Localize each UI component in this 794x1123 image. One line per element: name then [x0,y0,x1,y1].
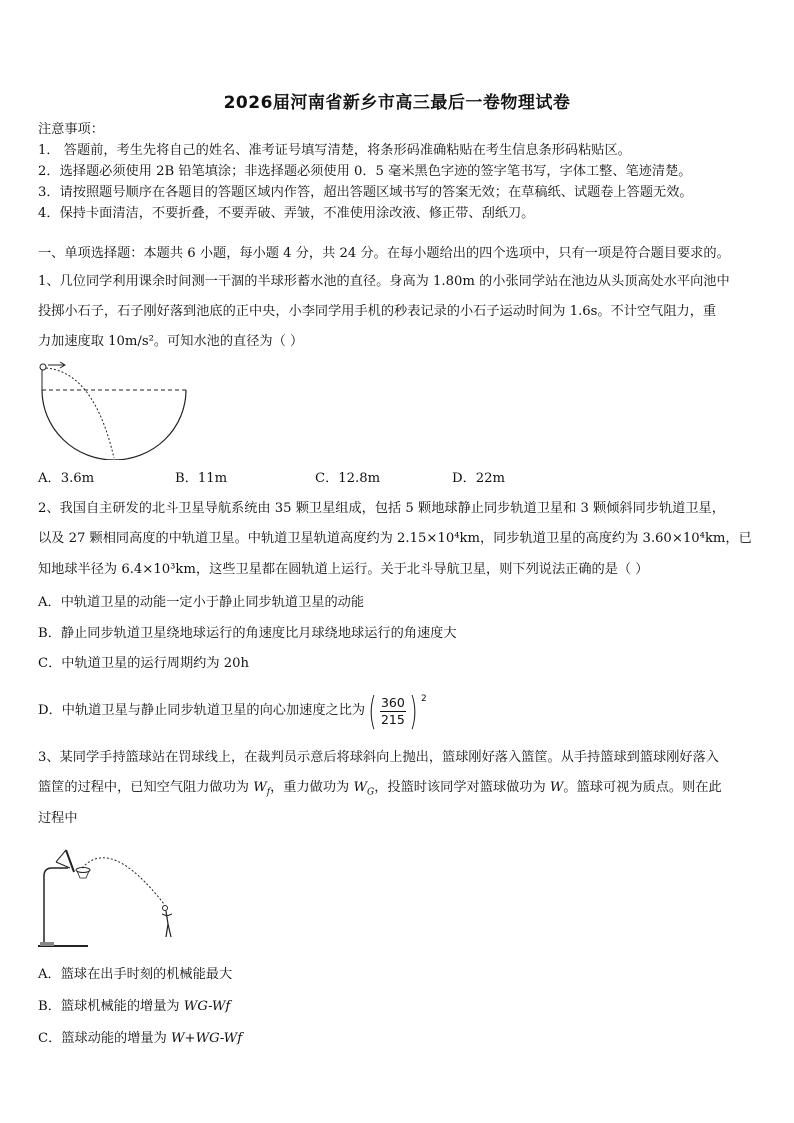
q1-line-3: 力加速度取 10m/s²。可知水池的直径为（ ） [38,334,304,349]
symbol-w-g: $W_G$ [353,780,375,798]
symbol-w: W [549,780,564,795]
q2-option-d-text: D．中轨道卫星与静止同步轨道卫星的向心加速度之比为 [38,703,366,718]
q2-option-a[interactable]: A．中轨道卫星的动能一定小于静止同步轨道卫星的动能 [38,595,365,610]
q1-hemisphere-figure [34,360,194,460]
q3-line-1: 3、某同学手持篮球站在罚球线上，在裁判员示意后将球斜向上抛出，篮球刚好落入篮筐。从手持篮球到篮球刚好落入 [38,750,719,765]
fraction-numerator: 360 [380,694,405,710]
q3-line-2: 篮筐的过程中，已知空气阻力做功为 $W_f$，重力做功为 $W_G$，投篮时该同学对篮球做功为 W。篮球可视为质点。则在此 [38,780,722,798]
q2-option-b[interactable]: B．静止同步轨道卫星绕地球运行的角速度比月球绕地球运行的角速度大 [38,626,457,641]
notice-item-2: 2．选择题必须使用 2B 铅笔填涂；非选择题必须使用 0．5 毫米黑色字迹的签字笔书写，字体工整、笔迹清楚。 [38,164,692,179]
q1-options [38,467,758,485]
page-title: 2026届河南省新乡市高三最后一卷物理试卷 [223,93,571,113]
q1-option-b[interactable]: B．11m [175,471,228,486]
q3-option-c-expression: W+WG-Wf [170,1031,243,1046]
q2-line-3: 知地球半径为 6.4×10³km，这些卫星都在圆轨道上运行。关于北斗导航卫星，则下列说法正确的是（ ） [38,562,649,577]
q1-option-a[interactable]: A．3.6m [38,471,95,486]
q1-option-d[interactable]: D．22m [452,471,506,486]
q1-option-c[interactable]: C．12.8m [315,471,381,486]
q3-option-a[interactable]: A．篮球在出手时刻的机械能最大 [38,967,233,982]
notice-item-1: 1． 答题前，考生先将自己的姓名、准考证号填写清楚，将条形码准确粘贴在考生信息条形码粘贴区。 [38,143,631,158]
q2-option-c[interactable]: C．中轨道卫星的运行周期约为 20h [38,656,249,671]
notice-item-4: 4．保持卡面清洁，不要折叠，不要弄破、弄皱，不准使用涂改液、修正带、刮纸刀。 [38,206,535,221]
q2-option-d-fraction: ( 360 215 ) $^2$ [368,689,427,733]
q2-option-d[interactable] [38,689,758,733]
q3-line-3: 过程中 [38,811,78,826]
q3-option-b[interactable]: B．篮球机械能的增量为 WG-Wf [38,999,231,1014]
q2-line-2: 以及 27 颗相同高度的中轨道卫星。中轨道卫星轨道高度约为 2.15×10⁴km，同步轨道卫星的高度约为 3.60×10⁴km，已 [38,531,752,546]
symbol-w-f: $W_f$ [253,780,271,798]
q3-option-b-expression: WG-Wf [183,999,231,1014]
fraction-denominator: 215 [380,711,405,727]
fraction-exponent: 2 [421,694,427,704]
q1-line-2: 投掷小石子，石子刚好落到池底的正中央，小李同学用手机的秒表记录的小石子运动时间为 1.6s。不计空气阻力，重 [38,304,717,319]
q3-basketball-figure [36,842,186,952]
notice-item-3: 3．请按照题号顺序在各题目的答题区域内作答，超出答题区域书写的答案无效；在草稿纸、试题卷上答题无效。 [38,185,693,200]
q3-option-c[interactable]: C．篮球动能的增量为 W+WG-Wf [38,1031,243,1046]
q1-line-1: 1、几位同学利用课余时间测一干涸的半球形蓄水池的直径。身高为 1.80m 的小张同学站在池边从头顶高处水平向池中 [38,274,730,289]
notice-heading: 注意事项： [38,122,104,137]
section-heading: 一、单项选择题：本题共 6 小题，每小题 4 分，共 24 分。在每小题给出的四个选项中，只有一项是符合题目要求的。 [38,246,730,261]
q2-line-1: 2、我国自主研发的北斗卫星导航系统由 35 颗卫星组成，包括 5 颗地球静止同步轨道卫星和 3 颗倾斜同步轨道卫星， [38,501,725,516]
